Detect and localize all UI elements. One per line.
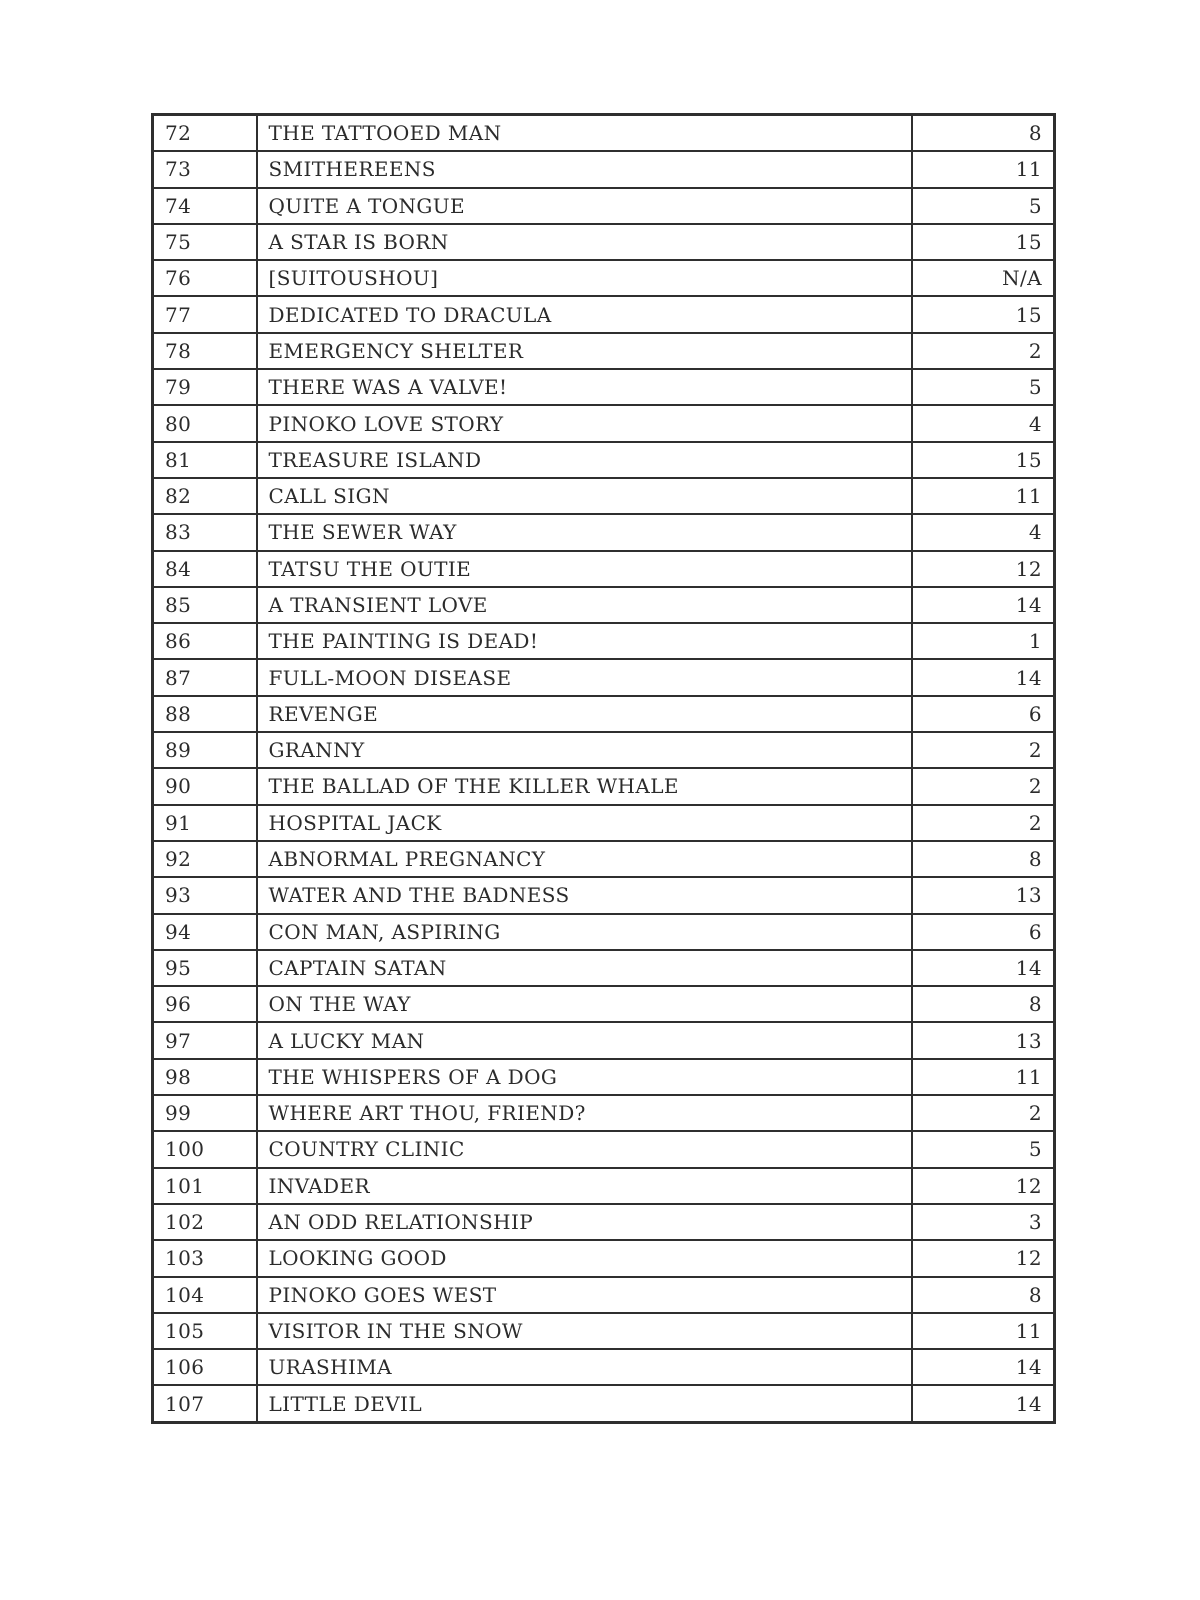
episode-table bbox=[151, 113, 1056, 1424]
episode-title-cell: QUITE A TONGUE bbox=[257, 188, 912, 224]
episode-title-cell: PINOKO LOVE STORY bbox=[257, 405, 912, 441]
table-row bbox=[153, 224, 1055, 260]
episode-number-cell: 82 bbox=[153, 478, 257, 514]
table-row bbox=[153, 1385, 1055, 1422]
episode-value-cell: 12 bbox=[912, 1240, 1055, 1276]
episode-number-cell: 91 bbox=[153, 805, 257, 841]
episode-value-cell: 14 bbox=[912, 1349, 1055, 1385]
table-row bbox=[153, 732, 1055, 768]
episode-value-cell: 4 bbox=[912, 514, 1055, 550]
table-row bbox=[153, 551, 1055, 587]
table-row bbox=[153, 188, 1055, 224]
episode-title-cell: LOOKING GOOD bbox=[257, 1240, 912, 1276]
episode-number-cell: 95 bbox=[153, 950, 257, 986]
table-row bbox=[153, 1131, 1055, 1167]
episode-value-cell: 14 bbox=[912, 1385, 1055, 1422]
episode-title-cell: HOSPITAL JACK bbox=[257, 805, 912, 841]
episode-number-cell: 97 bbox=[153, 1022, 257, 1058]
table-row bbox=[153, 1313, 1055, 1349]
episode-number-cell: 76 bbox=[153, 260, 257, 296]
episode-value-cell: 4 bbox=[912, 405, 1055, 441]
episode-value-cell: 5 bbox=[912, 1131, 1055, 1167]
episode-number-cell: 92 bbox=[153, 841, 257, 877]
episode-title-cell: THE BALLAD OF THE KILLER WHALE bbox=[257, 768, 912, 804]
episode-value-cell: 15 bbox=[912, 296, 1055, 332]
episode-value-cell: 11 bbox=[912, 1313, 1055, 1349]
episode-title-cell: CON MAN, ASPIRING bbox=[257, 914, 912, 950]
episode-number-cell: 84 bbox=[153, 551, 257, 587]
episode-title-cell: A STAR IS BORN bbox=[257, 224, 912, 260]
episode-value-cell: 11 bbox=[912, 1059, 1055, 1095]
episode-title-cell: DEDICATED TO DRACULA bbox=[257, 296, 912, 332]
episode-title-cell: URASHIMA bbox=[257, 1349, 912, 1385]
episode-value-cell: 8 bbox=[912, 1277, 1055, 1313]
episode-table-container bbox=[151, 113, 1053, 1424]
episode-number-cell: 104 bbox=[153, 1277, 257, 1313]
episode-title-cell: COUNTRY CLINIC bbox=[257, 1131, 912, 1167]
episode-number-cell: 100 bbox=[153, 1131, 257, 1167]
table-row bbox=[153, 587, 1055, 623]
episode-number-cell: 89 bbox=[153, 732, 257, 768]
episode-number-cell: 85 bbox=[153, 587, 257, 623]
episode-title-cell: EMERGENCY SHELTER bbox=[257, 333, 912, 369]
episode-title-cell: INVADER bbox=[257, 1168, 912, 1204]
episode-value-cell: 8 bbox=[912, 841, 1055, 877]
episode-number-cell: 83 bbox=[153, 514, 257, 550]
episode-value-cell: 13 bbox=[912, 877, 1055, 913]
episode-number-cell: 106 bbox=[153, 1349, 257, 1385]
table-row bbox=[153, 115, 1055, 152]
episode-title-cell: ON THE WAY bbox=[257, 986, 912, 1022]
table-row bbox=[153, 1059, 1055, 1095]
episode-number-cell: 98 bbox=[153, 1059, 257, 1095]
episode-title-cell: THE TATTOOED MAN bbox=[257, 115, 912, 152]
episode-title-cell: SMITHEREENS bbox=[257, 151, 912, 187]
episode-number-cell: 102 bbox=[153, 1204, 257, 1240]
episode-title-cell: CALL SIGN bbox=[257, 478, 912, 514]
episode-number-cell: 94 bbox=[153, 914, 257, 950]
episode-number-cell: 72 bbox=[153, 115, 257, 152]
episode-title-cell: TATSU THE OUTIE bbox=[257, 551, 912, 587]
episode-number-cell: 107 bbox=[153, 1385, 257, 1422]
episode-title-cell: AN ODD RELATIONSHIP bbox=[257, 1204, 912, 1240]
episode-value-cell: 5 bbox=[912, 188, 1055, 224]
table-row bbox=[153, 1095, 1055, 1131]
episode-value-cell: 15 bbox=[912, 442, 1055, 478]
table-row bbox=[153, 696, 1055, 732]
episode-number-cell: 93 bbox=[153, 877, 257, 913]
episode-value-cell: 2 bbox=[912, 805, 1055, 841]
episode-title-cell: THERE WAS A VALVE! bbox=[257, 369, 912, 405]
episode-title-cell: FULL-MOON DISEASE bbox=[257, 659, 912, 695]
table-row bbox=[153, 1349, 1055, 1385]
episode-number-cell: 96 bbox=[153, 986, 257, 1022]
table-row bbox=[153, 296, 1055, 332]
episode-title-cell: WATER AND THE BADNESS bbox=[257, 877, 912, 913]
episode-value-cell: 1 bbox=[912, 623, 1055, 659]
episode-value-cell: 6 bbox=[912, 696, 1055, 732]
episode-value-cell: 12 bbox=[912, 1168, 1055, 1204]
episode-title-cell: PINOKO GOES WEST bbox=[257, 1277, 912, 1313]
table-row bbox=[153, 478, 1055, 514]
episode-title-cell: WHERE ART THOU, FRIEND? bbox=[257, 1095, 912, 1131]
episode-number-cell: 79 bbox=[153, 369, 257, 405]
episode-value-cell: 8 bbox=[912, 115, 1055, 152]
episode-value-cell: 2 bbox=[912, 768, 1055, 804]
episode-value-cell: 2 bbox=[912, 1095, 1055, 1131]
table-row bbox=[153, 369, 1055, 405]
episode-value-cell: 2 bbox=[912, 732, 1055, 768]
episode-value-cell: 15 bbox=[912, 224, 1055, 260]
episode-value-cell: 11 bbox=[912, 478, 1055, 514]
episode-value-cell: 2 bbox=[912, 333, 1055, 369]
table-row bbox=[153, 877, 1055, 913]
table-row bbox=[153, 1277, 1055, 1313]
table-row bbox=[153, 1204, 1055, 1240]
table-row bbox=[153, 914, 1055, 950]
episode-number-cell: 90 bbox=[153, 768, 257, 804]
episode-value-cell: 14 bbox=[912, 950, 1055, 986]
table-row bbox=[153, 623, 1055, 659]
table-row bbox=[153, 333, 1055, 369]
episode-number-cell: 77 bbox=[153, 296, 257, 332]
episode-title-cell: LITTLE DEVIL bbox=[257, 1385, 912, 1422]
episode-number-cell: 88 bbox=[153, 696, 257, 732]
episode-value-cell: 3 bbox=[912, 1204, 1055, 1240]
episode-number-cell: 101 bbox=[153, 1168, 257, 1204]
episode-number-cell: 78 bbox=[153, 333, 257, 369]
table-row bbox=[153, 260, 1055, 296]
episode-title-cell: CAPTAIN SATAN bbox=[257, 950, 912, 986]
table-row bbox=[153, 151, 1055, 187]
table-row bbox=[153, 659, 1055, 695]
episode-value-cell: 14 bbox=[912, 659, 1055, 695]
episode-number-cell: 73 bbox=[153, 151, 257, 187]
table-row bbox=[153, 805, 1055, 841]
episode-title-cell: THE WHISPERS OF A DOG bbox=[257, 1059, 912, 1095]
episode-number-cell: 81 bbox=[153, 442, 257, 478]
table-row bbox=[153, 768, 1055, 804]
episode-number-cell: 74 bbox=[153, 188, 257, 224]
episode-number-cell: 87 bbox=[153, 659, 257, 695]
table-row bbox=[153, 514, 1055, 550]
episode-value-cell: 11 bbox=[912, 151, 1055, 187]
episode-value-cell: 13 bbox=[912, 1022, 1055, 1058]
table-row bbox=[153, 841, 1055, 877]
episode-number-cell: 80 bbox=[153, 405, 257, 441]
episode-number-cell: 105 bbox=[153, 1313, 257, 1349]
episode-title-cell: [SUITOUSHOU] bbox=[257, 260, 912, 296]
table-row bbox=[153, 950, 1055, 986]
episode-title-cell: THE PAINTING IS DEAD! bbox=[257, 623, 912, 659]
episode-number-cell: 86 bbox=[153, 623, 257, 659]
episode-title-cell: REVENGE bbox=[257, 696, 912, 732]
table-row bbox=[153, 405, 1055, 441]
episode-value-cell: 5 bbox=[912, 369, 1055, 405]
episode-title-cell: A LUCKY MAN bbox=[257, 1022, 912, 1058]
table-row bbox=[153, 442, 1055, 478]
episode-number-cell: 99 bbox=[153, 1095, 257, 1131]
episode-number-cell: 103 bbox=[153, 1240, 257, 1276]
table-row bbox=[153, 986, 1055, 1022]
episode-table-body bbox=[153, 115, 1055, 1423]
episode-title-cell: A TRANSIENT LOVE bbox=[257, 587, 912, 623]
table-row bbox=[153, 1022, 1055, 1058]
episode-title-cell: VISITOR IN THE SNOW bbox=[257, 1313, 912, 1349]
episode-title-cell: GRANNY bbox=[257, 732, 912, 768]
episode-value-cell: 12 bbox=[912, 551, 1055, 587]
episode-value-cell: N/A bbox=[912, 260, 1055, 296]
table-row bbox=[153, 1168, 1055, 1204]
episode-title-cell: THE SEWER WAY bbox=[257, 514, 912, 550]
episode-value-cell: 14 bbox=[912, 587, 1055, 623]
table-row bbox=[153, 1240, 1055, 1276]
episode-title-cell: TREASURE ISLAND bbox=[257, 442, 912, 478]
episode-value-cell: 8 bbox=[912, 986, 1055, 1022]
episode-value-cell: 6 bbox=[912, 914, 1055, 950]
episode-title-cell: ABNORMAL PREGNANCY bbox=[257, 841, 912, 877]
episode-number-cell: 75 bbox=[153, 224, 257, 260]
